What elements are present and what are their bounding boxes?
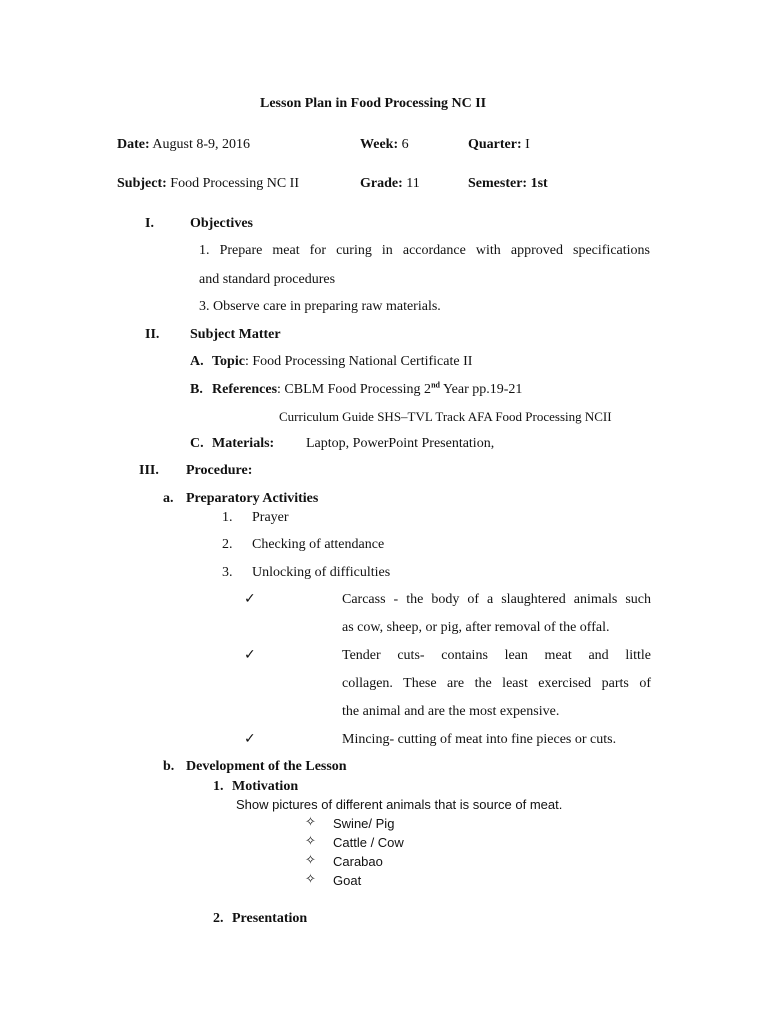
presentation-heading: Presentation <box>232 911 308 926</box>
preparatory-heading: Preparatory Activities <box>186 491 319 506</box>
subject-matter-heading: Subject Matter <box>190 327 281 342</box>
materials-letter: C. <box>190 436 204 451</box>
reference-1-pre: : CBLM Food Processing 2 <box>277 382 432 397</box>
week-field <box>360 137 409 154</box>
term-tender-line-3: the animal and are the most expensive. <box>342 704 560 719</box>
term-tender-line-1: Tender cuts- contains lean meat and little <box>342 648 651 663</box>
motivation-heading: Motivation <box>232 779 299 794</box>
term-carcass-line-1: Carcass - the body of a slaughtered animals such <box>342 592 651 607</box>
page-title: Lesson Plan in Food Processing NC II <box>260 96 487 111</box>
diamond-bullet-icon: ✧ <box>305 853 316 868</box>
presentation-num: 2. <box>213 911 224 926</box>
semester-field <box>468 176 548 193</box>
quarter-label: Quarter: <box>468 137 522 152</box>
grade-field <box>360 176 420 193</box>
animal-item: Carabao <box>333 854 383 869</box>
prep-item-3-text: Unlocking of difficulties <box>252 565 391 580</box>
materials-label: Materials: <box>212 436 275 451</box>
topic-letter: A. <box>190 354 204 369</box>
objectives-heading: Objectives <box>190 216 253 231</box>
prep-item-2-text: Checking of attendance <box>252 537 385 552</box>
materials-value: Laptop, PowerPoint Presentation, <box>306 436 495 451</box>
prep-item-1-text: Prayer <box>252 510 289 525</box>
objectives-numeral: I. <box>145 216 154 231</box>
check-icon: ✓ <box>244 647 256 663</box>
development-heading: Development of the Lesson <box>186 759 347 774</box>
reference-1-post: Year pp.19-21 <box>439 382 523 397</box>
subject-label: Subject: <box>117 176 167 191</box>
subject-value: Food Processing NC II <box>166 176 300 191</box>
objective-1-line-1: 1. Prepare meat for curing in accordance with approved specifications <box>199 243 650 258</box>
quarter-field <box>468 137 530 154</box>
diamond-bullet-icon: ✧ <box>305 834 316 849</box>
week-label: Week: <box>360 137 399 152</box>
subject-field <box>117 176 299 193</box>
references-line <box>212 382 522 399</box>
semester-value: 1st <box>527 176 548 191</box>
semester-label: Semester: <box>468 176 528 191</box>
diamond-bullet-icon: ✧ <box>305 872 316 887</box>
animal-item: Swine/ Pig <box>333 816 395 831</box>
motivation-text: Show pictures of different animals that is source of meat. <box>236 797 563 812</box>
grade-label: Grade: <box>360 176 403 191</box>
date-label: Date: <box>117 137 150 152</box>
prep-item-3-num: 3. <box>222 565 233 580</box>
references-label: References <box>212 382 278 397</box>
prep-item-1-num: 1. <box>222 510 233 525</box>
objective-3: 3. Observe care in preparing raw materials. <box>199 299 441 314</box>
subject-matter-numeral: II. <box>145 327 160 342</box>
reference-2: Curriculum Guide SHS–TVL Track AFA Food Processing NCII <box>279 409 612 424</box>
topic-value: : Food Processing National Certificate II <box>244 354 473 369</box>
check-icon: ✓ <box>244 731 256 747</box>
week-value: 6 <box>398 137 409 152</box>
animal-item: Goat <box>333 873 362 888</box>
term-mincing: Mincing- cutting of meat into fine pieces or cuts. <box>342 732 617 747</box>
motivation-num: 1. <box>213 779 224 794</box>
grade-value: 11 <box>402 176 420 191</box>
diamond-bullet-icon: ✧ <box>305 815 316 830</box>
procedure-numeral: III. <box>139 463 159 478</box>
term-tender-line-2: collagen. These are the least exercised parts of <box>342 676 651 691</box>
procedure-heading: Procedure: <box>186 463 253 478</box>
animal-item: Cattle / Cow <box>333 835 404 850</box>
topic-label: Topic <box>212 354 245 369</box>
date-field <box>117 137 250 154</box>
topic-line <box>212 354 472 371</box>
references-letter: B. <box>190 382 203 397</box>
development-letter: b. <box>163 759 175 774</box>
preparatory-letter: a. <box>163 491 174 506</box>
objective-1-line-2: and standard procedures <box>199 272 336 287</box>
term-carcass-line-2: as cow, sheep, or pig, after removal of the offal. <box>342 620 610 635</box>
prep-item-2-num: 2. <box>222 537 233 552</box>
date-value: August 8-9, 2016 <box>149 137 250 152</box>
reference-1-sup: nd <box>431 380 440 390</box>
check-icon: ✓ <box>244 591 256 607</box>
quarter-value: I <box>521 137 530 152</box>
